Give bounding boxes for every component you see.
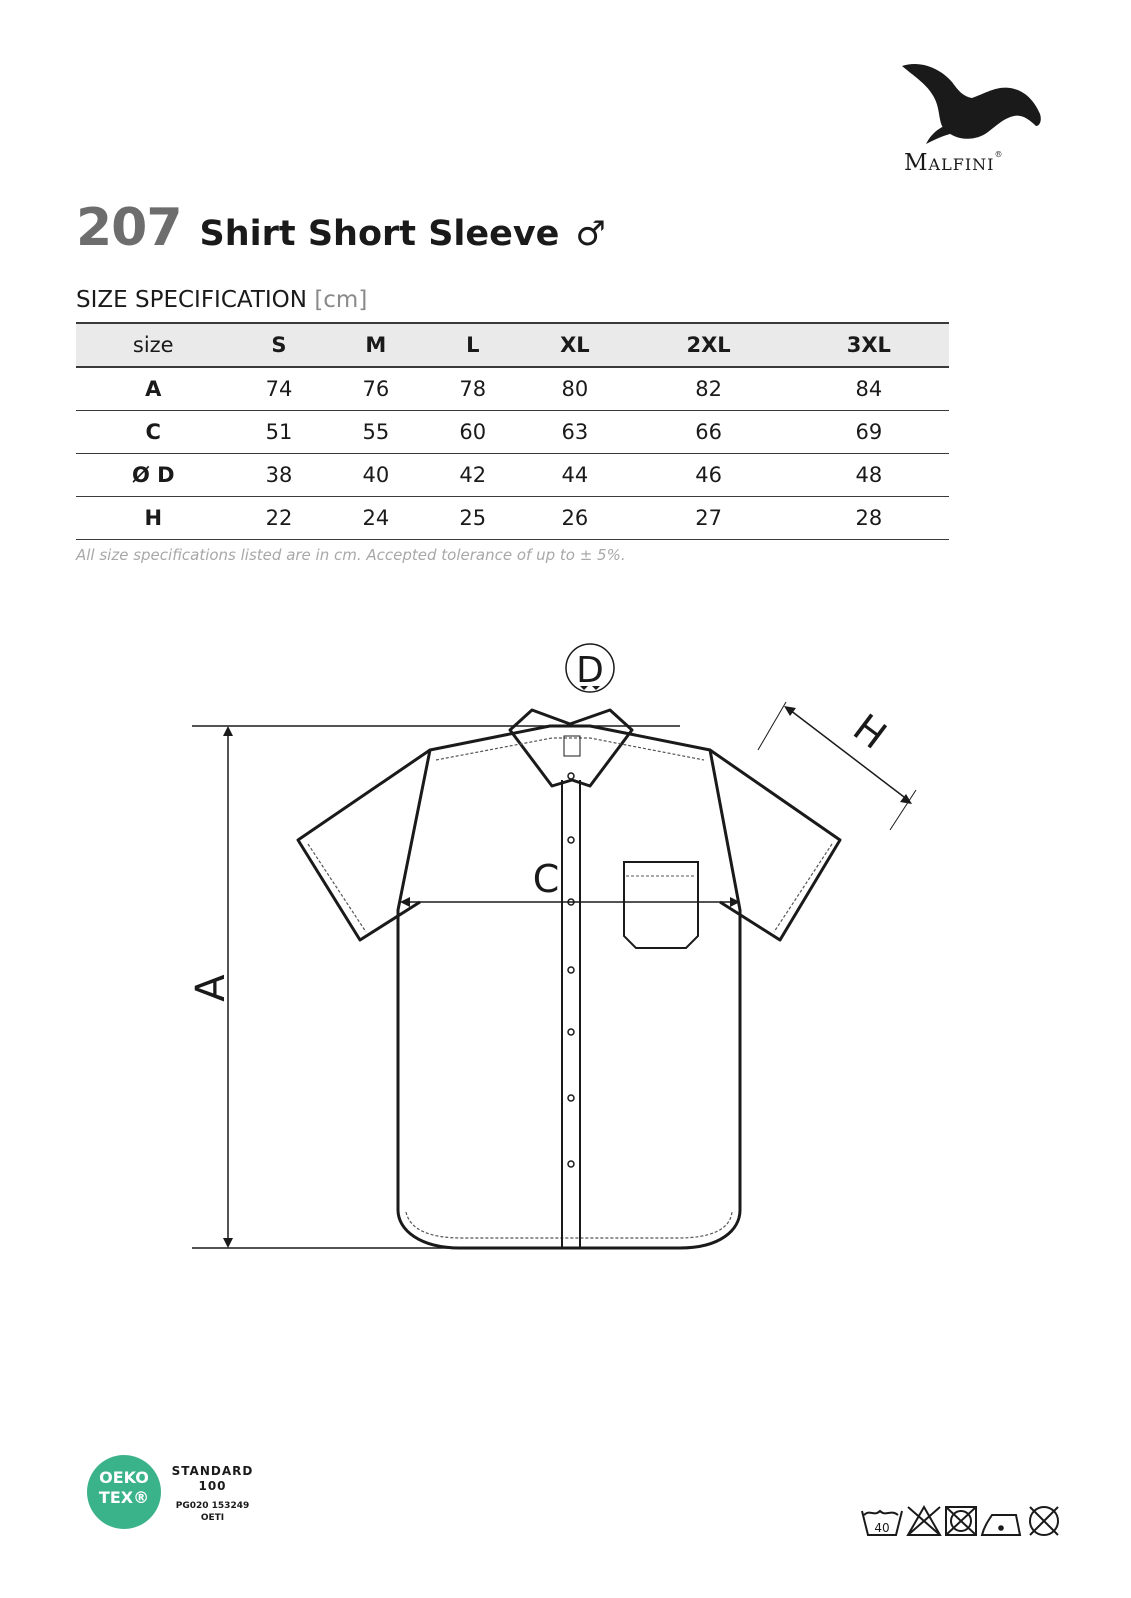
table-header-cell: M [327,323,424,367]
care-icons [860,1503,1070,1539]
table-cell: 28 [789,497,949,540]
row-label: H [76,497,230,540]
table-cell: 51 [230,411,327,454]
shirt-diagram [180,640,960,1290]
iron-icon [982,1515,1020,1535]
label-h: H [845,705,895,758]
table-header-cell: 2XL [628,323,788,367]
no-bleach-icon [908,1507,940,1535]
oeko-code-text: PG020 153249 [175,1501,250,1511]
shirt-drawing [180,640,960,1290]
table-cell: 48 [789,454,949,497]
oeko-tex-badge [87,1455,161,1529]
table-header-cell: XL [521,323,628,367]
table-row [76,454,949,497]
oeko-line2: TEX® [98,1488,150,1507]
product-number: 207 [76,198,182,258]
oeko-standard [170,1464,255,1494]
label-d: D [576,650,604,691]
spec-heading-text: SIZE SPECIFICATION [76,287,307,313]
row-label: A [76,367,230,411]
table-cell: 74 [230,367,327,411]
table-cell: 78 [424,367,521,411]
table-header-cell: 3XL [789,323,949,367]
table-cell: 27 [628,497,788,540]
spec-heading [76,287,367,313]
label-a: A [188,974,234,1002]
product-name: Shirt Short Sleeve [199,214,560,254]
table-cell: 38 [230,454,327,497]
brand-name-text: Malfini [904,150,995,176]
wash-temp: 40 [874,1521,890,1535]
table-cell: 66 [628,411,788,454]
table-cell: 69 [789,411,949,454]
table-header-cell: L [424,323,521,367]
table-header-row [76,323,949,367]
row-label: C [76,411,230,454]
male-symbol-icon: ♂ [575,214,606,254]
table-row [76,367,949,411]
product-title [76,198,606,258]
oeko-code [170,1500,255,1524]
tolerance-note: All size specifications listed are in cm. Accepted tolerance of up to ± 5%. [76,546,626,564]
label-c: C [532,857,560,901]
registered-mark: ® [994,150,1004,159]
table-cell: 22 [230,497,327,540]
table-cell: 25 [424,497,521,540]
table-cell: 80 [521,367,628,411]
spec-unit: [cm] [314,287,368,313]
table-cell: 40 [327,454,424,497]
table-cell: 44 [521,454,628,497]
table-cell: 42 [424,454,521,497]
no-dry-clean-icon [1030,1507,1058,1535]
table-cell: 24 [327,497,424,540]
row-label: Ø D [76,454,230,497]
table-cell: 84 [789,367,949,411]
table-cell: 82 [628,367,788,411]
table-cell: 60 [424,411,521,454]
oeko-standard-text: STANDARD [171,1464,254,1478]
wash-40-icon [862,1511,902,1535]
table-cell: 63 [521,411,628,454]
size-table [76,322,949,540]
table-cell: 26 [521,497,628,540]
table-header-cell: S [230,323,327,367]
table-header-cell: size [76,323,230,367]
table-row [76,411,949,454]
no-tumble-dry-icon [946,1507,976,1535]
eagle-icon [900,56,1070,156]
table-row [76,497,949,540]
brand-name [904,150,1003,176]
table-cell: 76 [327,367,424,411]
table-cell: 46 [628,454,788,497]
care-symbols [860,1503,1070,1539]
table-cell: 55 [327,411,424,454]
oeko-standard-no: 100 [198,1479,227,1493]
oeko-line1: OEKO [99,1468,149,1487]
oeko-institute: OETI [200,1513,225,1523]
